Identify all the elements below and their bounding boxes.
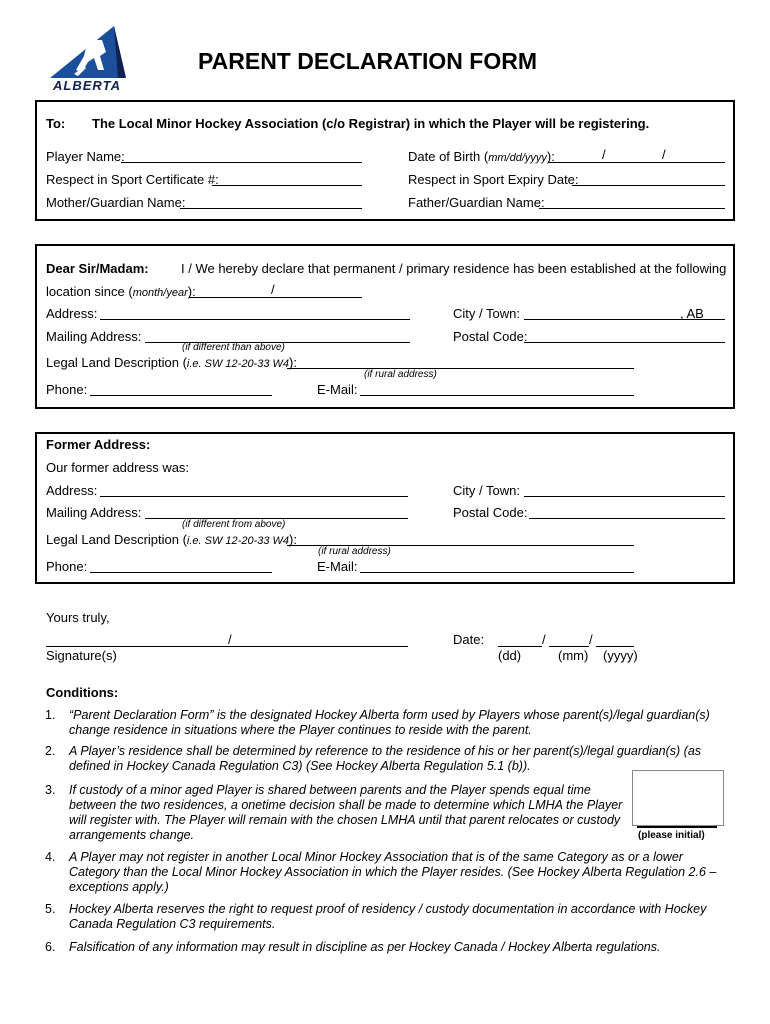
- logo-text: ALBERTA: [53, 78, 121, 93]
- date-dd-field[interactable]: [498, 646, 542, 647]
- father-field[interactable]: [539, 208, 725, 209]
- signature-field[interactable]: [46, 646, 408, 647]
- condition-5: 5. Hockey Alberta reserves the right to request proof of residency / custody documentation in accordance with Hockey Canada Regulation C3 requirements.: [45, 902, 707, 931]
- former-email-field[interactable]: [360, 572, 634, 573]
- ris-cert-field[interactable]: [212, 185, 362, 186]
- ris-cert-label: Respect in Sport Certificate #:: [46, 172, 219, 187]
- please-initial-label: (please initial): [638, 830, 705, 841]
- location-since-field[interactable]: [189, 297, 362, 298]
- ris-expiry-field[interactable]: [572, 185, 725, 186]
- condition-1: 1. “Parent Declaration Form” is the designated Hockey Alberta form used by Players whose parent(s)/legal guardian(s) change residence in situations where the Player continues to reside with the parent.: [45, 708, 710, 737]
- former-address-label: Address:: [46, 483, 98, 498]
- signatures-label: Signature(s): [46, 648, 117, 663]
- dob-label: Date of Birth (mm/dd/yyyy):: [408, 149, 555, 164]
- date-slash-1: /: [542, 632, 546, 647]
- former-heading: Former Address:: [46, 437, 151, 452]
- mother-label: Mother/Guardian Name:: [46, 195, 186, 210]
- date-mm-field[interactable]: [549, 646, 589, 647]
- declaration-text: I / We hereby declare that permanent / primary residence has been established at the following: [181, 261, 727, 276]
- former-if-rural-note: (if rural address): [318, 546, 391, 557]
- date-slash-2: /: [589, 632, 593, 647]
- phone-field[interactable]: [90, 395, 272, 396]
- former-phone-field[interactable]: [90, 572, 272, 573]
- initial-underline: [637, 826, 717, 828]
- date-yyyy-label: (yyyy): [603, 648, 638, 663]
- former-mailing-label: Mailing Address:: [46, 505, 142, 520]
- date-dd-label: (dd): [498, 648, 522, 663]
- former-postal-field[interactable]: [529, 518, 725, 519]
- dob-slash-2: /: [662, 147, 666, 162]
- hockey-alberta-logo: [44, 22, 130, 94]
- mother-field[interactable]: [180, 208, 362, 209]
- former-phone-label: Phone:: [46, 559, 88, 574]
- conditions-heading: Conditions:: [46, 685, 119, 700]
- phone-label: Phone:: [46, 382, 88, 397]
- to-text: The Local Minor Hockey Association (c/o Registrar) in which the Player will be registering.: [92, 116, 650, 131]
- address-label: Address:: [46, 306, 98, 321]
- former-email-label: E-Mail:: [317, 559, 358, 574]
- email-field[interactable]: [360, 395, 634, 396]
- condition-4: 4. A Player may not register in another Local Minor Hockey Association that is of the same Category as or a lower Category than the Local Minor Hockey Association in which the Player resides. (See Hockey Alberta Regulation 2.6 – exceptions apply.): [45, 850, 717, 894]
- mailing-label: Mailing Address:: [46, 329, 142, 344]
- legal-land-label: Legal Land Description (i.e. SW 12-20-33 W4):: [46, 355, 297, 370]
- address-field[interactable]: [100, 319, 410, 320]
- former-city-label: City / Town:: [453, 483, 520, 498]
- former-legal-land-label: Legal Land Description (i.e. SW 12-20-33 W4):: [46, 532, 297, 547]
- former-city-field[interactable]: [524, 496, 725, 497]
- date-yyyy-field[interactable]: [596, 646, 634, 647]
- father-label: Father/Guardian Name:: [408, 195, 545, 210]
- condition-3: 3. If custody of a minor aged Player is shared between parents and the Player spends equal time between the two residences, a onetime decision shall be made to determine which LMHA the Player will register with. The Player will remain with the chosen LMHA until that parent relocates or custody arrangements change.: [45, 783, 623, 842]
- signature-slash: /: [228, 632, 232, 647]
- if-different-note: (if different than above): [182, 342, 285, 353]
- ris-expiry-label: Respect in Sport Expiry Date:: [408, 172, 579, 187]
- initial-box[interactable]: [632, 770, 724, 826]
- location-slash: /: [271, 282, 275, 297]
- yours-truly: Yours truly,: [46, 610, 110, 625]
- location-since-label: location since (month/year):: [46, 284, 196, 299]
- dob-field[interactable]: [548, 162, 725, 163]
- email-label: E-Mail:: [317, 382, 358, 397]
- postal-field[interactable]: [524, 342, 725, 343]
- page-title: PARENT DECLARATION FORM: [198, 48, 538, 74]
- former-if-different-note: (if different from above): [182, 519, 286, 530]
- to-label: To:: [46, 116, 66, 131]
- former-intro: Our former address was:: [46, 460, 190, 475]
- player-name-label: Player Name:: [46, 149, 125, 164]
- condition-2: 2. A Player’s residence shall be determined by reference to the residence of his or her parent(s)/legal guardian(s) (as defined in Hockey Canada Regulation C3) (See Hockey Alberta Regulation 5.1 (b)).: [45, 744, 702, 773]
- date-mm-label: (mm): [558, 648, 589, 663]
- condition-6: 6. Falsification of any information may result in discipline as per Hockey Canada / Hockey Alberta regulations.: [45, 940, 661, 954]
- former-postal-label: Postal Code:: [453, 505, 528, 520]
- former-address-field[interactable]: [100, 496, 408, 497]
- if-rural-note: (if rural address): [364, 369, 437, 380]
- province-text: , AB: [680, 306, 704, 321]
- salutation: Dear Sir/Madam:: [46, 261, 149, 276]
- city-label: City / Town:: [453, 306, 520, 321]
- date-label: Date:: [453, 632, 485, 647]
- dob-slash-1: /: [602, 147, 606, 162]
- legal-land-field[interactable]: [287, 368, 634, 369]
- player-name-field[interactable]: [121, 162, 362, 163]
- postal-label: Postal Code:: [453, 329, 528, 344]
